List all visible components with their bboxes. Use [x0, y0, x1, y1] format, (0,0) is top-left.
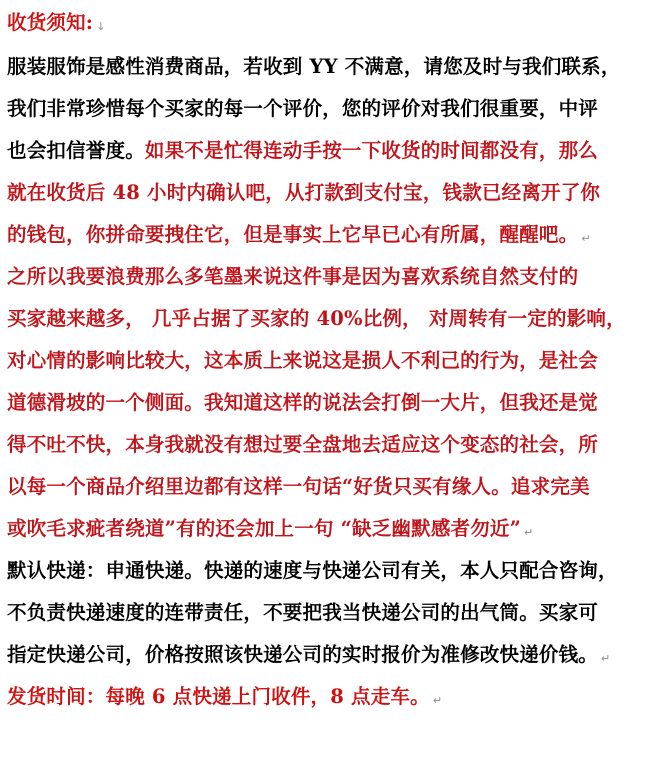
- notice-title: 收货须知:: [7, 11, 94, 34]
- text-segment: 服装服饰是感性消费商品，若收到 YY 不满意，请您及时与我们联系，: [7, 55, 621, 78]
- text-line: [7, 424, 657, 466]
- paragraph-mark-icon: ↓: [96, 20, 106, 33]
- text-line: [7, 508, 657, 550]
- paragraph-mark-icon: ↵: [601, 652, 611, 665]
- text-segment-highlight: 得不吐不快，本身我就没有想过要全盘地去适应这个变态的社会，所: [7, 433, 599, 456]
- text-line: [7, 592, 657, 634]
- paragraph-mark-icon: ↵: [581, 232, 591, 245]
- text-line: [7, 466, 657, 508]
- text-segment-highlight: 以每一个商品介绍里边都有这样一句话“好货只买有缘人。追求完美: [7, 475, 590, 498]
- text-line: [7, 340, 657, 382]
- text-line: [7, 46, 657, 88]
- text-segment-highlight: 就在收货后 48 小时内确认吧，从打款到支付宝，钱款已经离开了你: [7, 181, 601, 204]
- text-line: [7, 214, 657, 256]
- text-segment-highlight: 道德滑坡的一个侧面。我知道这样的说法会打倒一大片，但我还是觉: [7, 391, 599, 414]
- text-segment: 默认快递：申通快递。快递的速度与快递公司有关，本人只配合咨询，: [7, 559, 618, 582]
- paragraph-mark-icon: ↵: [524, 526, 534, 539]
- text-segment-highlight: 或吹毛求疵者绕道”有的还会加上一句 “缺乏幽默感者勿近”: [7, 517, 522, 540]
- text-line: [7, 130, 657, 172]
- text-segment-highlight: 对心情的影响比较大，这本质上来说这是损人不利己的行为，是社会: [7, 349, 599, 372]
- text-line: [7, 298, 657, 340]
- shipping-time-text: 发货时间：每晚 6 点快递上门收件，8 点走车。: [7, 685, 430, 708]
- text-segment: 指定快递公司，价格按照该快递公司的实时报价为准修改快递价钱。: [7, 643, 599, 666]
- shipping-time-line: [7, 676, 657, 718]
- text-segment: 我们非常珍惜每个买家的每一个评价，您的评价对我们很重要，中评: [7, 97, 599, 120]
- text-segment-highlight: 如果不是忙得连动手按一下收货的时间都没有，那么: [144, 139, 599, 162]
- notice-title-line: [7, 0, 657, 46]
- text-line: [7, 550, 657, 592]
- text-line: [7, 172, 657, 214]
- text-segment-highlight: 之所以我要浪费那么多笔墨来说这件事是因为喜欢系统自然支付的: [7, 265, 579, 288]
- text-line: [7, 382, 657, 424]
- text-segment-highlight: 买家越来越多， 几乎占据了买家的 40%比例， 对周转有一定的影响，: [7, 307, 626, 330]
- text-segment-highlight: 的钱包，你拼命要拽住它，但是事实上它早已心有所属，醒醒吧。: [7, 223, 579, 246]
- text-line: [7, 256, 657, 298]
- text-line: [7, 88, 657, 130]
- paragraph-mark-icon: ↵: [432, 694, 443, 707]
- document-body: [7, 0, 657, 718]
- text-segment: 不负责快递速度的连带责任，不要把我当快递公司的出气筒。买家可: [7, 601, 599, 624]
- text-line: [7, 634, 657, 676]
- text-segment: 也会扣信誉度。: [7, 139, 145, 162]
